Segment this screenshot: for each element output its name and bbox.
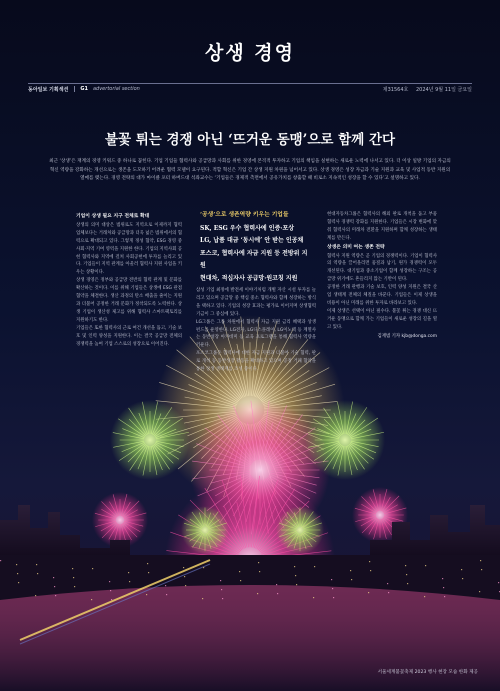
article-column-1 xyxy=(76,212,182,348)
pull-quote xyxy=(200,209,310,285)
paragraph: 공정한 거래 관행과 기술 보호, 인력 양성 지원은 결국 산업 생태계 전체의 체질을 바꾼다. 기업들은 이제 상생을 비용이 아닌 미래를 위한 투자로 바라보고 있다. xyxy=(327,285,437,306)
paragraph: 이제 상생은 선택이 아닌 필수다. 불꽃 튀는 경쟁 대신 뜨거운 동맹으로 함께 가는 기업들이 새로운 성장의 길을 열고 있다. xyxy=(327,308,437,330)
pull-quote-title: ‘공생’으로 생존역량 키우는 기업들 xyxy=(200,212,289,218)
section-title: 상생 경영 xyxy=(204,42,296,64)
paragraph: 삼성 기업 최정에 발전세 이야기처럼 개별 자산 시설 투자를 늘리고 있으며 공급망 중 핵심 중소 협력사와 함께 성장하는 방식을 택하고 있다. 기업의 성장 효과는 평가로 이어지며 상생협력기금이 그 중심에 있다. xyxy=(196,288,316,317)
pull-quote-line: SK, ESG 우수 협력사에 인증·포상 xyxy=(200,224,295,232)
article-column-3 xyxy=(327,211,437,341)
photo-credit: 서울세계불꽃축제 2023 행사 현장 모습 한화 제공 xyxy=(377,670,478,675)
paragraph: 현대자동차그룹은 협력사의 해외 판로 개척을 돕고 부품 협력사 경쟁력 강화를 지원한다. 기업들은 시장 변화에 맞춰 협력사의 미래차 전환을 지원하며 함께 성장하는 생태계를 만든다. xyxy=(327,212,437,241)
page-number: G1 xyxy=(74,86,88,92)
issue-date: 2024년 9월 11일 금요일 xyxy=(415,86,472,93)
pull-quote-line: 포스코, 협력사에 자금 지원 등 전방위 지원 xyxy=(200,249,308,269)
article-intro: 최근 ‘상생’은 재계의 경영 키워드 중 하나로 꼽힌다. 기업 기업들 협력사와 공급망과 사회를 위한 경영에 본격적 투자하고 기업의 책임을 실현하는 새로운 노력에 나서고 있다. 더 이상 일방 기업의 자금의 혁신 역량을 강화하는 개선으로는 생존을 도모하기 어려운 협력 모델이 요구된다. 적합 혁신은 기업 간 상생 지원 차원을 넘어서고 있다. 상생 경영은 성장 자금과 기술 지원과 교육 및 사업적 동반 지원의 열매를 맺는다. 경영 전략의 대가 마이클 포터 하버드대 석좌교수는 ‘기업들은 경제적 측면에서 공유가치를 창출할 때 비로소 지속적인 성장을 할 수 있다’고 설명하고 있다. xyxy=(49,159,451,182)
page-header xyxy=(0,0,500,95)
publication-brand: 동아일보 기획섹션 xyxy=(28,86,69,93)
paragraph: 협력사 지원 역량은 곧 기업의 경쟁력이다. 기업이 협력사의 역량을 끌어올리면 품질과 납기, 원가 경쟁력이 모두 개선된다. 대기업과 중소기업이 함께 성장하는 구조는 공급망 위기에도 흔들리지 않는 기반이 된다. xyxy=(327,253,437,283)
byline: 김재범 기자 kjb@donga.com xyxy=(377,333,437,339)
pull-quote-line: 현대차, 적십자사 공급망·원코칭 지원 xyxy=(200,274,298,282)
article-column-2 xyxy=(196,287,316,374)
advertorial-label: advertorial section xyxy=(92,86,140,92)
paragraph: 기업들은 또한 협력사의 근로 여건 개선을 돕고, 기술 보호 및 인력 양성을 지원한다. 이는 결국 공급망 전체의 경쟁력을 높여 기업 스스로의 성장으로 이어진다. xyxy=(76,325,182,347)
issue-info xyxy=(377,86,472,93)
issue-number: 제31564호 xyxy=(382,86,409,93)
paragraph: 상생 경영은 정부와 공급망 전반의 협력 관계 및 문화를 확산하는 것이다. 이를 위해 기업들은 상생에 ESG 관점 협약을 체결한다. 생산 과정의 탄소 배출을 줄이는 지원과 더불어 공정한 거래 문화가 정착되도록 노력한다. 상생 기업이 생산성 제고를 위해 협력사 스마트팩토리를 지원하기도 한다. xyxy=(76,278,182,323)
paragraph: LG그룹은 그룹 차원에서 협력사 자금 지원 금리 혜택과 상생 펀드를 운영한다. LG전자, LG디스플레이, LG이노텍 등 계열사는 동반성장 아카데미 등 교육 프로그램을 통해 협력사 역량을 키운다. xyxy=(196,319,316,349)
article-headline: 불꽃 튀는 경쟁 아닌 ‘뜨거운 동맹’으로 함께 간다 xyxy=(104,132,396,148)
column-subhead: 상생은 의미 여는 생존 전략 xyxy=(327,244,385,250)
pull-quote-line: LG, 납품 대금 ‘동시에’ 안 받는 인공채 xyxy=(200,237,304,244)
paragraph: 포스코그룹은 협력사에 대한 자금 지원과 더불어 기술 협력, 판로 개척 등 동반성장 활동을 확대하고 있으며 공정 거래 협약을 통한 상생 생태계를 조성 중이다. xyxy=(196,351,316,373)
column-subhead: 기업이 상생 필요 지구 전체로 확대 xyxy=(76,214,150,219)
paragraph: 상생의 의미 대상은 범위로도 지역으로 이제까지 협력 업체보다는 거래처와 공급망과 더욱 넓은 범위에서의 협력으로 확대되고 있다. 그렇게 정성 협약, ESG 경영 중 사회·지역 기여 영역을 지원한 한다. 기업의 지역사회 공헌 협력사와 지역에 걸쳐 사회공헌에 투자를 늘리고 있다. 기업들이 지역 관계를 아울러 협력사 지원 사업을 키우는 상황이다. xyxy=(76,222,182,276)
masthead-meta xyxy=(28,84,472,94)
